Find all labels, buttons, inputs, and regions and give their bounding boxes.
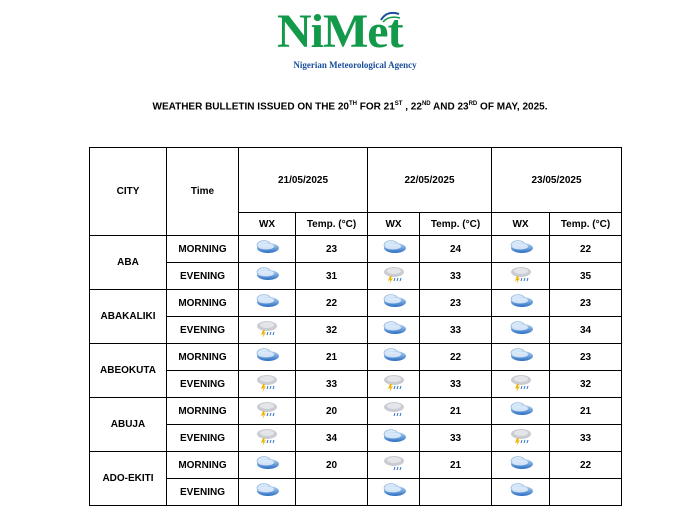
wx-column-header: WX [368,213,420,236]
bulletin-text: FOR 21 [357,101,395,113]
temperature-value: 24 [420,236,492,263]
temperature-value: 22 [296,290,368,317]
cloudy-icon [508,455,534,473]
weather-icon-cell [492,425,550,452]
city-name: ABAKALIKI [90,290,167,344]
thunderstorm-icon [508,428,534,446]
thunderstorm-icon [254,401,280,419]
table-row [90,290,622,317]
cloudy-icon [508,320,534,338]
cloudy-icon [381,347,407,365]
temperature-value [550,479,622,506]
bulletin-text: AND 23 [430,101,469,113]
thunderstorm-icon [508,374,534,392]
table-row [90,425,622,452]
weather-table [89,147,622,506]
weather-icon-cell [239,236,296,263]
temp-column-header: Temp. (°C) [550,213,622,236]
bulletin-sup: RD [468,101,478,107]
city-name: ABUJA [90,398,167,452]
cloudy-icon [254,266,280,284]
temperature-value: 33 [420,263,492,290]
morning-label: MORNING [167,398,239,425]
weather-icon-cell [368,371,420,398]
weather-icon-cell [239,452,296,479]
table-row [90,236,622,263]
date-header: 22/05/2025 [368,148,492,213]
temperature-value: 23 [296,236,368,263]
bulletin-text: WEATHER BULLETIN ISSUED ON THE 20 [152,101,349,113]
weather-icon-cell [239,479,296,506]
bulletin-sup: ND [421,101,431,107]
rain-icon [381,455,407,473]
temperature-value: 23 [420,290,492,317]
weather-icon-cell [368,263,420,290]
evening-label: EVENING [167,425,239,452]
weather-icon-cell [368,344,420,371]
table-row [90,479,622,506]
temperature-value: 32 [550,371,622,398]
cloudy-icon [381,482,407,500]
temperature-value: 33 [550,425,622,452]
weather-icon-cell [492,371,550,398]
rain-icon [381,401,407,419]
temperature-value: 33 [420,317,492,344]
wx-column-header: WX [239,213,296,236]
weather-icon-cell [492,290,550,317]
evening-label: EVENING [167,479,239,506]
morning-label: MORNING [167,236,239,263]
weather-icon-cell [492,479,550,506]
thunderstorm-icon [381,266,407,284]
weather-icon-cell [492,398,550,425]
weather-icon-cell [368,236,420,263]
wx-column-header: WX [492,213,550,236]
temperature-value: 32 [296,317,368,344]
nimet-logo [275,5,435,74]
cloudy-icon [508,401,534,419]
table-row [90,398,622,425]
table-row [90,371,622,398]
date-header: 23/05/2025 [492,148,622,213]
weather-icon-cell [492,317,550,344]
table-row [90,317,622,344]
city-name: ABEOKUTA [90,344,167,398]
weather-icon-cell [239,290,296,317]
temperature-value: 21 [420,398,492,425]
thunderstorm-icon [254,374,280,392]
logo-emblem-icon [379,10,401,24]
bulletin-sup: TH [349,101,357,107]
bulletin-sup: ST [394,101,403,107]
weather-icon-cell [368,452,420,479]
evening-label: EVENING [167,371,239,398]
city-column-header: CITY [90,148,167,236]
cloudy-icon [508,347,534,365]
city-name: ADO-EKITI [90,452,167,506]
cloudy-icon [254,482,280,500]
temperature-value: 33 [420,425,492,452]
thunderstorm-icon [508,266,534,284]
weather-icon-cell [239,344,296,371]
weather-icon-cell [368,425,420,452]
cloudy-icon [381,428,407,446]
table-row [90,344,622,371]
cloudy-icon [508,482,534,500]
cloudy-icon [381,239,407,257]
cloudy-icon [254,455,280,473]
weather-icon-cell [492,452,550,479]
morning-label: MORNING [167,344,239,371]
temperature-value: 34 [550,317,622,344]
temperature-value: 21 [420,452,492,479]
temperature-value: 34 [296,425,368,452]
temp-column-header: Temp. (°C) [420,213,492,236]
thunderstorm-icon [381,374,407,392]
weather-icon-cell [239,317,296,344]
weather-icon-cell [492,236,550,263]
evening-label: EVENING [167,317,239,344]
cloudy-icon [508,293,534,311]
table-row [90,452,622,479]
weather-icon-cell [368,290,420,317]
temp-column-header: Temp. (°C) [296,213,368,236]
cloudy-icon [254,347,280,365]
weather-icon-cell [492,344,550,371]
city-name: ABA [90,236,167,290]
temperature-value: 22 [550,236,622,263]
temperature-value [420,479,492,506]
weather-icon-cell [368,398,420,425]
time-column-header: Time [167,148,239,236]
temperature-value: 35 [550,263,622,290]
temperature-value: 20 [296,452,368,479]
temperature-value: 23 [550,344,622,371]
date-header: 21/05/2025 [239,148,368,213]
cloudy-icon [381,293,407,311]
temperature-value: 20 [296,398,368,425]
weather-icon-cell [239,263,296,290]
morning-label: MORNING [167,290,239,317]
weather-icon-cell [239,398,296,425]
evening-label: EVENING [167,263,239,290]
temperature-value: 22 [550,452,622,479]
cloudy-icon [254,239,280,257]
temperature-value: 33 [296,371,368,398]
temperature-value: 23 [550,290,622,317]
temperature-value: 21 [296,344,368,371]
cloudy-icon [254,293,280,311]
bulletin-title [0,101,700,112]
thunderstorm-icon [254,320,280,338]
table-row [90,263,622,290]
morning-label: MORNING [167,452,239,479]
temperature-value: 21 [550,398,622,425]
weather-icon-cell [492,263,550,290]
bulletin-text: OF MAY, 2025. [477,101,548,113]
weather-icon-cell [368,479,420,506]
thunderstorm-icon [254,428,280,446]
weather-icon-cell [239,425,296,452]
weather-icon-cell [239,371,296,398]
temperature-value: 31 [296,263,368,290]
temperature-value: 33 [420,371,492,398]
temperature-value [296,479,368,506]
bulletin-text: , 22 [402,101,422,113]
temperature-value: 22 [420,344,492,371]
logo-wordmark: NiMet [277,5,403,58]
cloudy-icon [381,320,407,338]
weather-icon-cell [368,317,420,344]
logo-tagline: Nigerian Meteorological Agency [293,60,417,70]
cloudy-icon [508,239,534,257]
